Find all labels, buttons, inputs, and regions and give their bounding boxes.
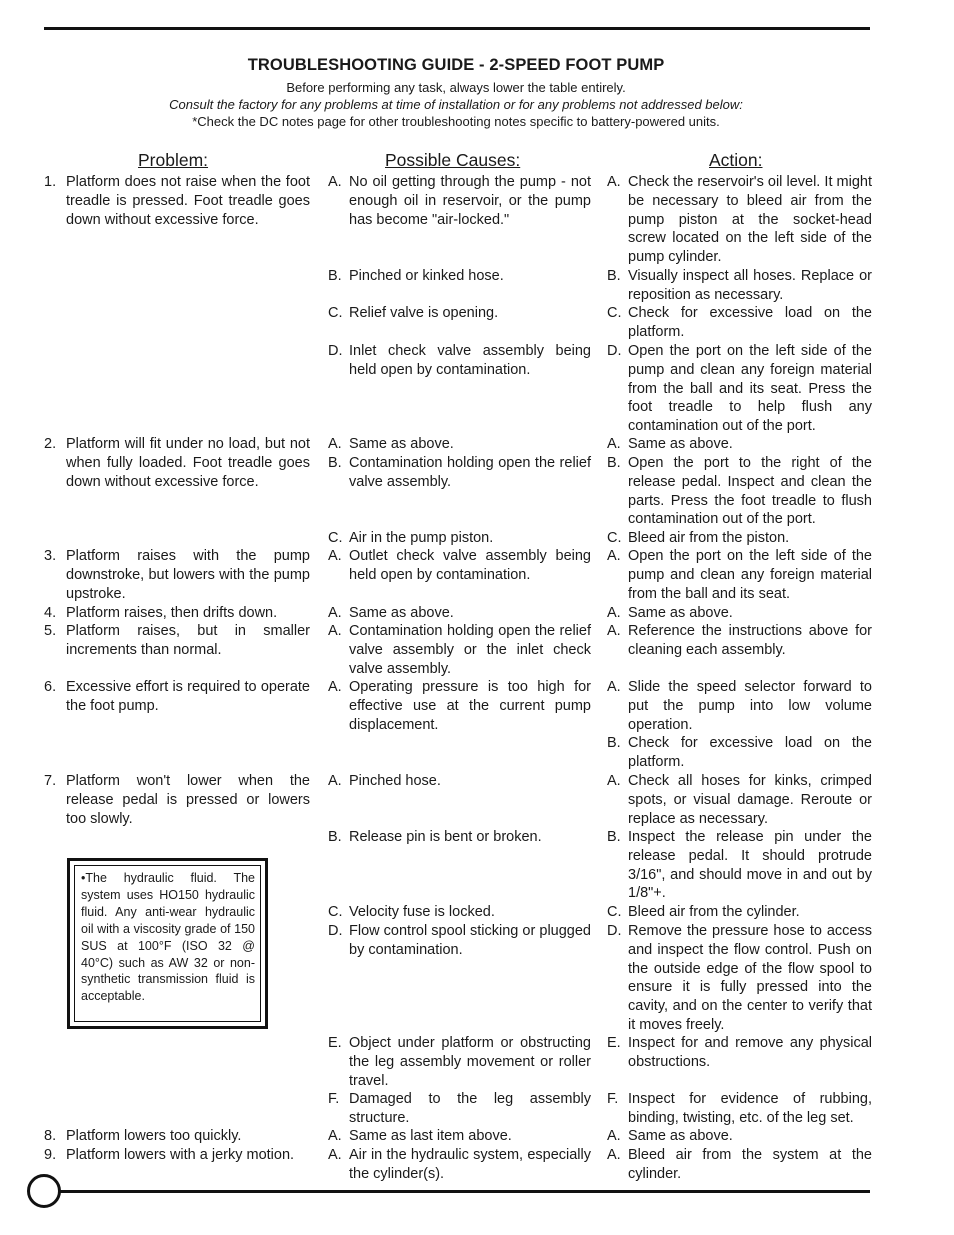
hydraulic-fluid-note [67,858,268,1029]
problem-text: Platform raises, then drifts down. [66,605,278,621]
top-rule [44,27,870,30]
cause-text: Flow control spool sticking or plugged by contamination. [349,923,591,958]
action-text: Open the port on the left side of the pump and clean any foreign material from the ball and its seat. Press the foot treadle to help flush any contamination out of the port. [628,343,872,435]
action-letter: A. [607,548,621,564]
cause-letter: C. [328,904,343,920]
action-text: Bleed air from the piston. [628,530,790,546]
instruction-line-3: *Check the DC notes page for other troubleshooting notes specific to battery-powered units. [192,114,720,129]
action-letter: B. [607,455,621,471]
action-letter: D. [607,343,622,359]
column-header-problem: Problem: [138,150,209,170]
cause-letter: B. [328,455,342,471]
cause-text: Velocity fuse is locked. [349,904,495,920]
problem-text: Excessive effort is required to operate the foot pump. [66,679,310,714]
cause-letter: A. [328,436,342,452]
cause-text: Contamination holding open the relief valve assembly. [349,455,591,490]
action-text: Inspect for and remove any physical obstructions. [628,1035,872,1070]
action-text: Check the reservoir's oil level. It might be necessary to bleed air from the pump piston at the socket-head screw located on the left side of the pump cylinder. [628,174,872,266]
cause-letter: A. [328,773,342,789]
action-text: Remove the pressure hose to access and inspect the flow control. Push on the outside edge of the flow spool to ensure it is fully pressed into the cavity, and on the center to verify that it moves freely. [628,923,872,1033]
action-text: Inspect the release pin under the release pedal. It should protrude 3/16", and should move in and out by 1/8"+. [628,829,872,902]
cause-text: Object under platform or obstructing the leg assembly movement or roller travel. [349,1035,591,1089]
cause-letter: A. [328,1128,342,1144]
cause-text: Pinched or kinked hose. [349,268,504,284]
page-number-circle [27,1174,61,1208]
cause-text: Air in the pump piston. [349,530,494,546]
cause-text: Relief valve is opening. [349,305,499,321]
cause-letter: E. [328,1035,342,1051]
action-letter: F. [607,1091,619,1107]
cause-text: Operating pressure is too high for effective use at the current pump displacement. [349,679,591,733]
cause-letter: B. [328,829,342,845]
cause-text: Same as above. [349,436,454,452]
action-letter: A. [607,436,621,452]
action-text: Check for excessive load on the platform. [628,305,872,340]
cause-letter: D. [328,343,343,359]
action-text: Same as above. [628,1128,733,1144]
action-letter: C. [607,904,622,920]
action-text: Same as above. [628,436,733,452]
cause-letter: A. [328,605,342,621]
cause-letter: A. [328,1147,342,1163]
problem-text: Platform raises, but in smaller increments than normal. [66,623,310,658]
action-text: Open the port on the left side of the pump and clean any foreign material from the ball and its seat. [628,548,872,602]
action-text: Reference the instructions above for cleaning each assembly. [628,623,872,658]
action-text: Check for excessive load on the platform. [628,735,872,770]
action-letter: A. [607,605,621,621]
problem-number: 8. [44,1128,57,1144]
problem-text: Platform will fit under no load, but not when fully loaded. Foot treadle goes down without excessive force. [66,436,310,490]
problem-text: Platform raises with the pump downstroke, but lowers with the pump upstroke. [66,548,310,602]
column-header-causes: Possible Causes: [385,150,521,170]
cause-text: Inlet check valve assembly being held open by contamination. [349,343,591,378]
cause-letter: A. [328,174,342,190]
cause-text: Same as last item above. [349,1128,512,1144]
bottom-rule [56,1190,870,1193]
cause-text: Outlet check valve assembly being held open by contamination. [349,548,591,583]
cause-letter: A. [328,679,342,695]
cause-text: No oil getting through the pump - not enough oil in reservoir, or the pump has become "air-locked." [349,174,591,228]
action-text: Check all hoses for kinks, crimped spots, or visual damage. Reroute or replace as necessary. [628,773,872,827]
action-letter: C. [607,305,622,321]
problem-number: 9. [44,1147,57,1163]
instruction-line-1: Before performing any task, always lower the table entirely. [286,80,626,95]
cause-letter: C. [328,530,343,546]
action-letter: B. [607,829,621,845]
action-text: Open the port to the right of the release pedal. Inspect and clean the parts. Press the foot treadle to flush contamination out of the port. [628,455,872,528]
cause-text: Damaged to the leg assembly structure. [349,1091,591,1126]
action-letter: B. [607,268,621,284]
problem-number: 1. [44,174,57,190]
action-letter: E. [607,1035,621,1051]
action-letter: A. [607,773,621,789]
action-text: Inspect for evidence of rubbing, binding, twisting, etc. of the leg set. [628,1091,872,1126]
cause-letter: B. [328,268,342,284]
action-text: Same as above. [628,605,733,621]
column-header-action: Action: [709,150,763,170]
cause-text: Release pin is bent or broken. [349,829,542,845]
problem-number: 5. [44,623,57,639]
problem-number: 2. [44,436,57,452]
page-title: TROUBLESHOOTING GUIDE - 2-SPEED FOOT PUMP [247,56,665,74]
action-letter: A. [607,1147,621,1163]
problem-text: Platform lowers with a jerky motion. [66,1147,295,1163]
cause-text: Pinched hose. [349,773,441,789]
note-text: •The hydraulic fluid. The system uses HO150 hydraulic fluid. Any anti-wear hydraulic oil with a viscosity grade of 150 SUS at 100°F (ISO 32 @ 40°C) such as AW 32 or non-synthetic transmission fluid is acceptable. [81,871,255,1004]
problem-number: 3. [44,548,57,564]
action-letter: D. [607,923,622,939]
action-letter: A. [607,623,621,639]
cause-letter: F. [328,1091,340,1107]
problem-text: Platform won't lower when the release pedal is pressed or lowers too slowly. [66,773,310,827]
action-text: Bleed air from the cylinder. [628,904,800,920]
action-text: Visually inspect all hoses. Replace or reposition as necessary. [628,268,872,303]
instruction-line-2: Consult the factory for any problems at time of installation or for any problems not addressed below: [169,97,743,112]
problem-number: 7. [44,773,57,789]
cause-letter: A. [328,548,342,564]
action-letter: A. [607,174,621,190]
action-letter: A. [607,1128,621,1144]
note-inner-border [74,865,261,1022]
action-letter: B. [607,735,621,751]
cause-letter: D. [328,923,343,939]
action-text: Slide the speed selector forward to put the pump into low volume operation. [628,679,872,733]
action-letter: C. [607,530,622,546]
problem-text: Platform lowers too quickly. [66,1128,242,1144]
cause-text: Air in the hydraulic system, especially the cylinder(s). [349,1147,591,1182]
cause-letter: A. [328,623,342,639]
problem-text: Platform does not raise when the foot treadle is pressed. Foot treadle goes down without excessive force. [66,174,310,228]
action-text: Bleed air from the system at the cylinder. [628,1147,872,1182]
cause-letter: C. [328,305,343,321]
cause-text: Contamination holding open the relief valve assembly or the inlet check valve assembly. [349,623,591,677]
problem-number: 6. [44,679,57,695]
action-letter: A. [607,679,621,695]
problem-number: 4. [44,605,57,621]
cause-text: Same as above. [349,605,454,621]
